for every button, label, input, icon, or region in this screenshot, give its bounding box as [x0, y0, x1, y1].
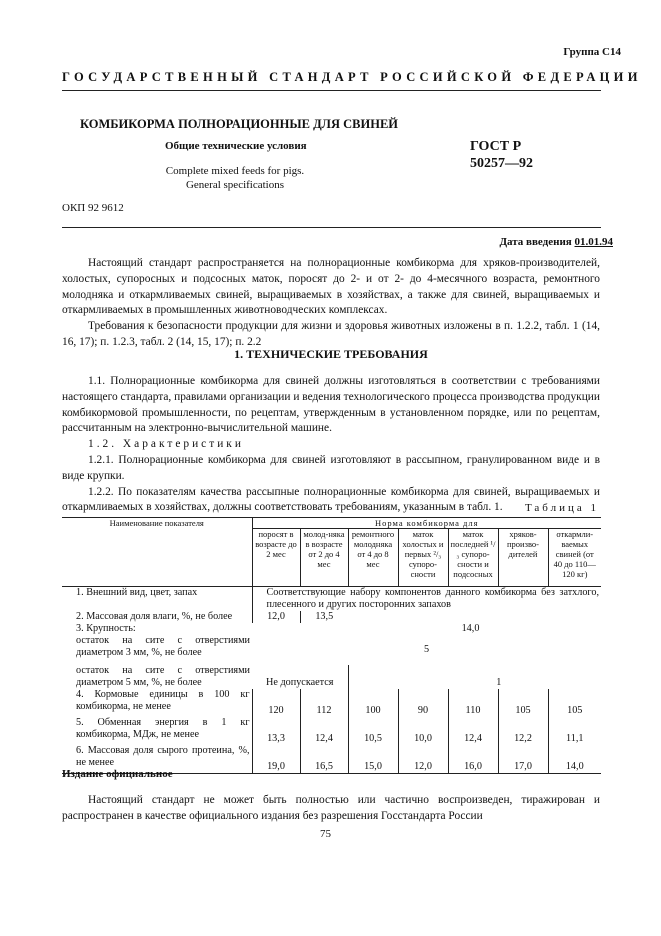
gost-line-1: ГОСТ Р [470, 139, 522, 154]
table-row [62, 587, 601, 612]
intro-date-label: Дата введения [499, 236, 572, 248]
clause-1-2-1: 1.2.1. Полнорационные комбикорма для свиней изготовляют в рассыпном, гранулированном виде и в виде крупки. [62, 453, 600, 482]
row-name: 5. Обменная энергия в 1 кг комбикорма, МДж, не менее [76, 717, 250, 740]
official-edition: Издание официальное [62, 768, 173, 780]
title-rule [62, 227, 601, 228]
col-name-header: Наименование показателя [109, 518, 204, 528]
intro-date-value: 01.01.94 [574, 236, 613, 248]
cell: 11,1 [548, 717, 601, 745]
english-line-2: General specifications [185, 179, 285, 191]
row-name: 6. Массовая доля сырого протеина, %, не менее [76, 745, 250, 768]
col-header-4: маток холостых и первых ²/₃ супоро-сности [398, 529, 448, 587]
cell: 120 [252, 689, 300, 717]
page-number: 75 [320, 828, 331, 840]
standard-line: ГОСУДАРСТВЕННЫЙ СТАНДАРТ РОССИЙСКОЙ ФЕДЕРАЦИИ [62, 70, 642, 84]
col-header-6: хряков-произво-дителей [498, 529, 548, 587]
col-header-1: поросят в возрасте до 2 мес [252, 529, 300, 587]
row-name: 4. Кормовые единицы в 100 кг комбикорма, не менее [76, 689, 250, 712]
col-header-3: ремонтного молодняка от 4 до 8 мес [348, 529, 398, 587]
table-row [62, 689, 601, 717]
table-label: Таблица 1 [524, 502, 599, 514]
row-value: Соответствующие набору компонентов данного комбикорма без затхлого, плесенного и других посторонних запахов [252, 587, 601, 612]
cell: 105 [548, 689, 601, 717]
cell: 16,5 [300, 745, 348, 773]
row-name: 3. Крупность: [76, 623, 136, 634]
clause-1-2: 1.2. Характеристики [88, 438, 244, 451]
row-value: 1 [348, 665, 601, 689]
row-name: 2. Массовая доля влаги, %, не более [76, 611, 233, 622]
table-row [62, 665, 601, 689]
cell: 10,0 [398, 717, 448, 745]
cell: 17,0 [498, 745, 548, 773]
cell: 13,3 [252, 717, 300, 745]
clause-1-1: 1.1. Полнорационные комбикорма для свиней должны изготовляться в соответствии с требованиями настоящего стандарта, правилами организации и ведения технологического процесса производства продукции комбикормовой промышленности, по рецептам, утвержденным в установленном порядке, или по рецептам, рассчитанным на электронно-вычислительной машине. [62, 375, 600, 435]
row-name: остаток на сите с отверстиями диаметром 5 мм, %, не более [76, 665, 250, 688]
cell: 19,0 [252, 745, 300, 773]
table-row [62, 717, 601, 745]
okp-code: ОКП 92 9612 [62, 202, 124, 214]
row-value: 14,0 [461, 623, 480, 634]
norm-header: Норма комбикорма для [252, 518, 601, 529]
cell: 16,0 [448, 745, 498, 773]
table-row [62, 635, 601, 665]
cell: 112 [300, 689, 348, 717]
row-name: остаток на сите с отверстиями диаметром 3 мм, %, не более [76, 635, 250, 658]
intro-paragraph-1: Настоящий стандарт распространяется на полнорационные комбикорма для хряков-производителей, холостых, супоросных и подсосных маток, поросят до 2- и от 2- до 4-месячного возраста, ремонтного молодняка и откармливаемых свиней, выращиваемых в хозяйствах, а также для свиней, выращиваемых и откармливаемых в промышленных животноводческих комплексах. [62, 257, 600, 317]
cell: 12,4 [448, 717, 498, 745]
cell: 90 [398, 689, 448, 717]
copyright-notice [62, 793, 600, 825]
cell: 14,0 [548, 745, 601, 773]
row-value: 5 [423, 644, 430, 655]
table-row [62, 611, 601, 623]
requirements-table [62, 517, 601, 774]
cell: 110 [448, 689, 498, 717]
gost-line-2: 50257—92 [470, 156, 533, 171]
col-header-2: молод-няка в возрасте от 2 до 4 мес [300, 529, 348, 587]
document-subtitle: Общие технические условия [165, 140, 307, 152]
cell: 12,0 [398, 745, 448, 773]
notice-text: Настоящий стандарт не может быть полностью или частично воспроизведен, тиражирован и распространен в качестве официального издания без разрешения Госстандарта России [62, 794, 600, 822]
section-text [62, 374, 600, 516]
intro-text [62, 256, 600, 351]
cell: 100 [348, 689, 398, 717]
section-heading: 1. ТЕХНИЧЕСКИЕ ТРЕБОВАНИЯ [234, 347, 428, 361]
english-title [165, 164, 305, 192]
clause-1-2-2: 1.2.2. По показателям качества рассыпные полнорационные комбикорма для свиней, выращиваемых и откармливаемых в хозяйствах, должны соответствовать требованиям, указанным в табл. 1. [62, 485, 600, 514]
document-title: КОМБИКОРМА ПОЛНОРАЦИОННЫЕ ДЛЯ СВИНЕЙ [80, 117, 399, 131]
gost-number [470, 138, 533, 172]
table-row [62, 623, 601, 635]
group-code: Группа С14 [563, 46, 621, 58]
cell: 13,5 [300, 611, 348, 623]
english-line-1: Complete mixed feeds for pigs. [165, 165, 305, 177]
col-header-5: маток последней ¹/₃ супоро-сности и подсосных [448, 529, 498, 587]
cell: 12,2 [498, 717, 548, 745]
intro-date [499, 236, 613, 248]
header-rule [62, 90, 601, 91]
cell: 12,4 [300, 717, 348, 745]
cell: 12,0 [252, 611, 300, 623]
intro-paragraph-2: Требования к безопасности продукции для жизни и здоровья животных изложены в п. 1.2.2, табл. 1 (14, 16, 17); п. 1.2.3, табл. 2 (14, 15, 17); п. 2.2 [62, 320, 600, 348]
col-header-7: откармли-ваемых свиней (от 40 до 110—120 кг) [548, 529, 601, 587]
row-name: 1. Внешний вид, цвет, запах [76, 587, 198, 598]
cell: 105 [498, 689, 548, 717]
cell: Не допускается [266, 677, 334, 688]
cell: 10,5 [348, 717, 398, 745]
cell: 15,0 [348, 745, 398, 773]
